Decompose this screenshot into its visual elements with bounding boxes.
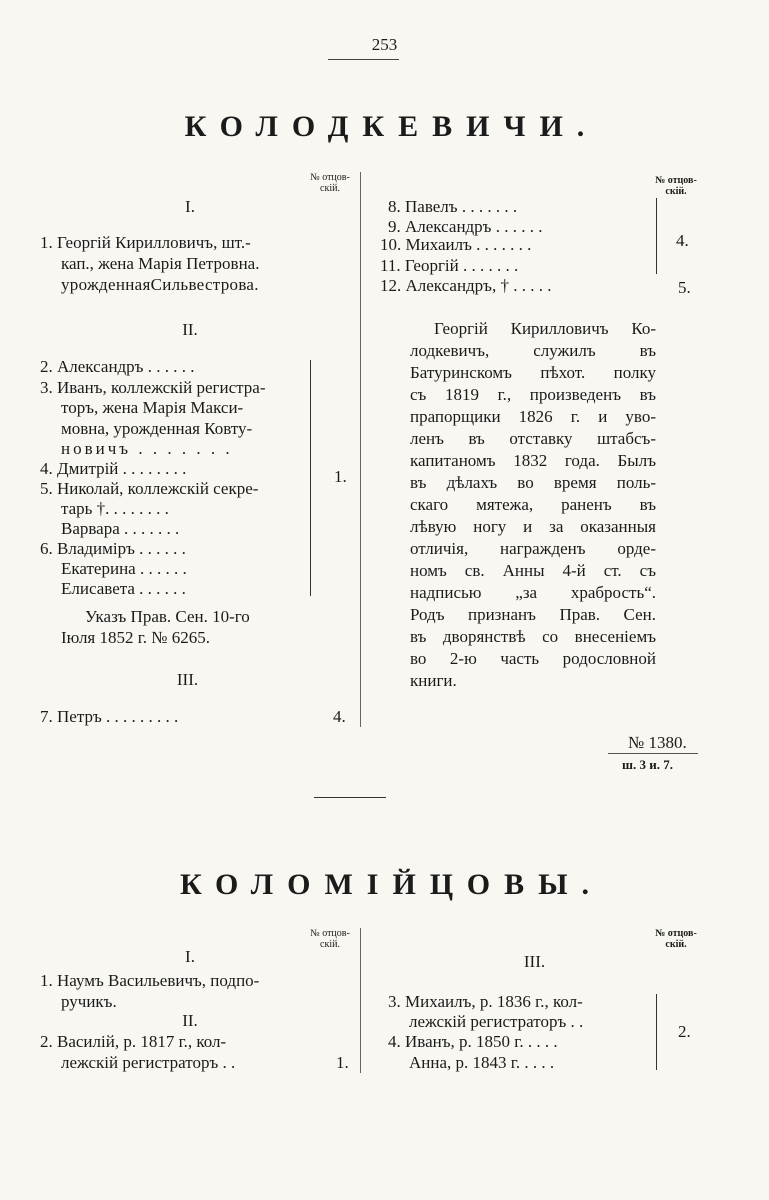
entry-line: лежскій регистраторъ . . [409, 1012, 584, 1031]
header-line: скій. [665, 939, 687, 950]
bio-line: съ 1819 г., произведенъ въ [410, 385, 656, 404]
family1-right-father-last: 5. [678, 278, 691, 297]
entry-line: 4. Иванъ, р. 1850 г. . . . . [388, 1032, 558, 1051]
entry-line: 11. Георгій . . . . . . . [380, 256, 519, 275]
family1-generation-3: III. [176, 670, 199, 689]
entry-line: мовна, урожденная Ковту- [61, 419, 253, 438]
family1-generation-2: II. [182, 320, 198, 339]
entry-line: 9. Александръ . . . . . . [388, 217, 543, 236]
bio-line: книги. [410, 671, 457, 690]
bio-line: лѣвую ногу и за оказанныя [410, 517, 656, 536]
header-line: № отцов- [310, 172, 350, 183]
decree-line: Іюля 1852 г. № 6265. [61, 628, 211, 647]
entry-line: 2. Василій, р. 1817 г., кол- [40, 1032, 227, 1051]
entry-line: Варвара . . . . . . . [61, 519, 180, 538]
header-line: скій. [320, 939, 340, 950]
entry-line: 8. Павелъ . . . . . . . [388, 197, 518, 216]
family2-left-col-header [300, 928, 360, 950]
family2-gen3-bracket [656, 994, 657, 1070]
bio-line: надписью „за храбрость“. [410, 583, 656, 602]
family1-gen2-bracket [310, 360, 311, 596]
family2-entry2-father: 1. [336, 1053, 349, 1072]
family1-entry7-father: 4. [333, 707, 346, 726]
family1-generation-1: I. [185, 197, 195, 216]
bio-line: капитаномъ 1832 года. Былъ [410, 451, 656, 470]
family2-gen3-father: 2. [678, 1022, 691, 1041]
entry-line: 2. Александръ . . . . . . [40, 357, 195, 376]
decree-line: Указъ Прав. Сен. 10-го [85, 607, 250, 626]
family2-right-col-header [645, 928, 707, 950]
entry-line: 7. Петръ . . . . . . . . . [40, 707, 179, 726]
family1-biography [410, 318, 656, 692]
family1-ref-shelf: ш. 3 и. 7. [622, 757, 673, 772]
page-number: 253 [371, 35, 398, 54]
family1-right-father-group: 4. [676, 231, 689, 250]
family1-right-bracket [656, 198, 657, 274]
header-line: № отцов- [655, 928, 697, 939]
family2-generation-3: III. [523, 952, 546, 971]
entry-line: Екатерина . . . . . . [61, 559, 187, 578]
family1-left-col-header [300, 172, 360, 194]
family1-title: КОЛОДКЕВИЧИ. [184, 110, 599, 143]
header-line: скій. [320, 183, 340, 194]
family2-title: КОЛОМІЙЦОВЫ. [179, 868, 604, 901]
entry-line: кап., жена Марія Петровна. [61, 254, 260, 273]
family1-ref-rule [608, 753, 698, 754]
entry-line: 6. Владиміръ . . . . . . [40, 539, 186, 558]
entry-line: лежскій регистраторъ . . [61, 1053, 236, 1072]
entry-line: 10. Михаилъ . . . . . . . [380, 235, 532, 254]
entry-line: 1. Георгій Кирилловичъ, шт.- [40, 233, 251, 252]
family1-gen2-father: 1. [334, 467, 347, 486]
bio-line: Батуринскомъ пѣхот. полку [410, 363, 656, 382]
family2-generation-2: II. [182, 1011, 198, 1030]
bio-line: лодкевичъ, служилъ въ [410, 341, 656, 360]
bio-line: скаго мятежа, раненъ въ [410, 495, 656, 514]
entry-line: 4. Дмитрій . . . . . . . . [40, 459, 187, 478]
bio-line: ленъ въ отставку штабсъ- [410, 429, 656, 448]
entry-line: урожденнаяСильвестрова. [61, 275, 259, 294]
family2-generation-1: I. [185, 947, 195, 966]
entry-line: 5. Николай, коллежскій секре- [40, 479, 259, 498]
bio-line: отличія, награжденъ орде- [410, 539, 656, 558]
bio-line: номъ св. Анны 4-й ст. съ [410, 561, 656, 580]
header-line: № отцов- [310, 928, 350, 939]
family1-column-divider [360, 172, 361, 727]
entry-line: 3. Михаилъ, р. 1836 г., кол- [388, 992, 583, 1011]
entry-line: тарь †. . . . . . . . [61, 499, 169, 518]
entry-line: Анна, р. 1843 г. . . . . [409, 1053, 555, 1072]
entry-line: торъ, жена Марія Макси- [61, 398, 244, 417]
bio-line: Родъ признанъ Прав. Сен. [410, 605, 656, 624]
entry-line: новичъ . . . . . . . [61, 439, 233, 458]
bio-line: въ дворянствѣ со внесеніемъ [410, 627, 656, 646]
bio-line: прапорщики 1826 г. и уво- [410, 407, 656, 426]
bio-line: въ дѣлахъ во время поль- [410, 473, 656, 492]
entry-line: 3. Иванъ, коллежскій регистра- [40, 378, 266, 397]
section-separator [314, 797, 386, 798]
page-number-rule [328, 59, 399, 60]
entry-line: ручикъ. [61, 992, 117, 1011]
entry-line: Елисавета . . . . . . [61, 579, 186, 598]
family2-column-divider [360, 928, 361, 1073]
family1-ref-number: № 1380. [628, 733, 687, 752]
family1-right-col-header [645, 175, 707, 197]
header-line: скій. [665, 186, 687, 197]
bio-line: во 2-ю часть родословной [410, 649, 656, 668]
header-line: № отцов- [655, 175, 697, 186]
entry-line: 12. Александръ, † . . . . . [380, 276, 552, 295]
entry-line: 1. Наумъ Васильевичъ, подпо- [40, 971, 260, 990]
bio-line: Георгій Кирилловичъ Ко- [434, 319, 656, 338]
